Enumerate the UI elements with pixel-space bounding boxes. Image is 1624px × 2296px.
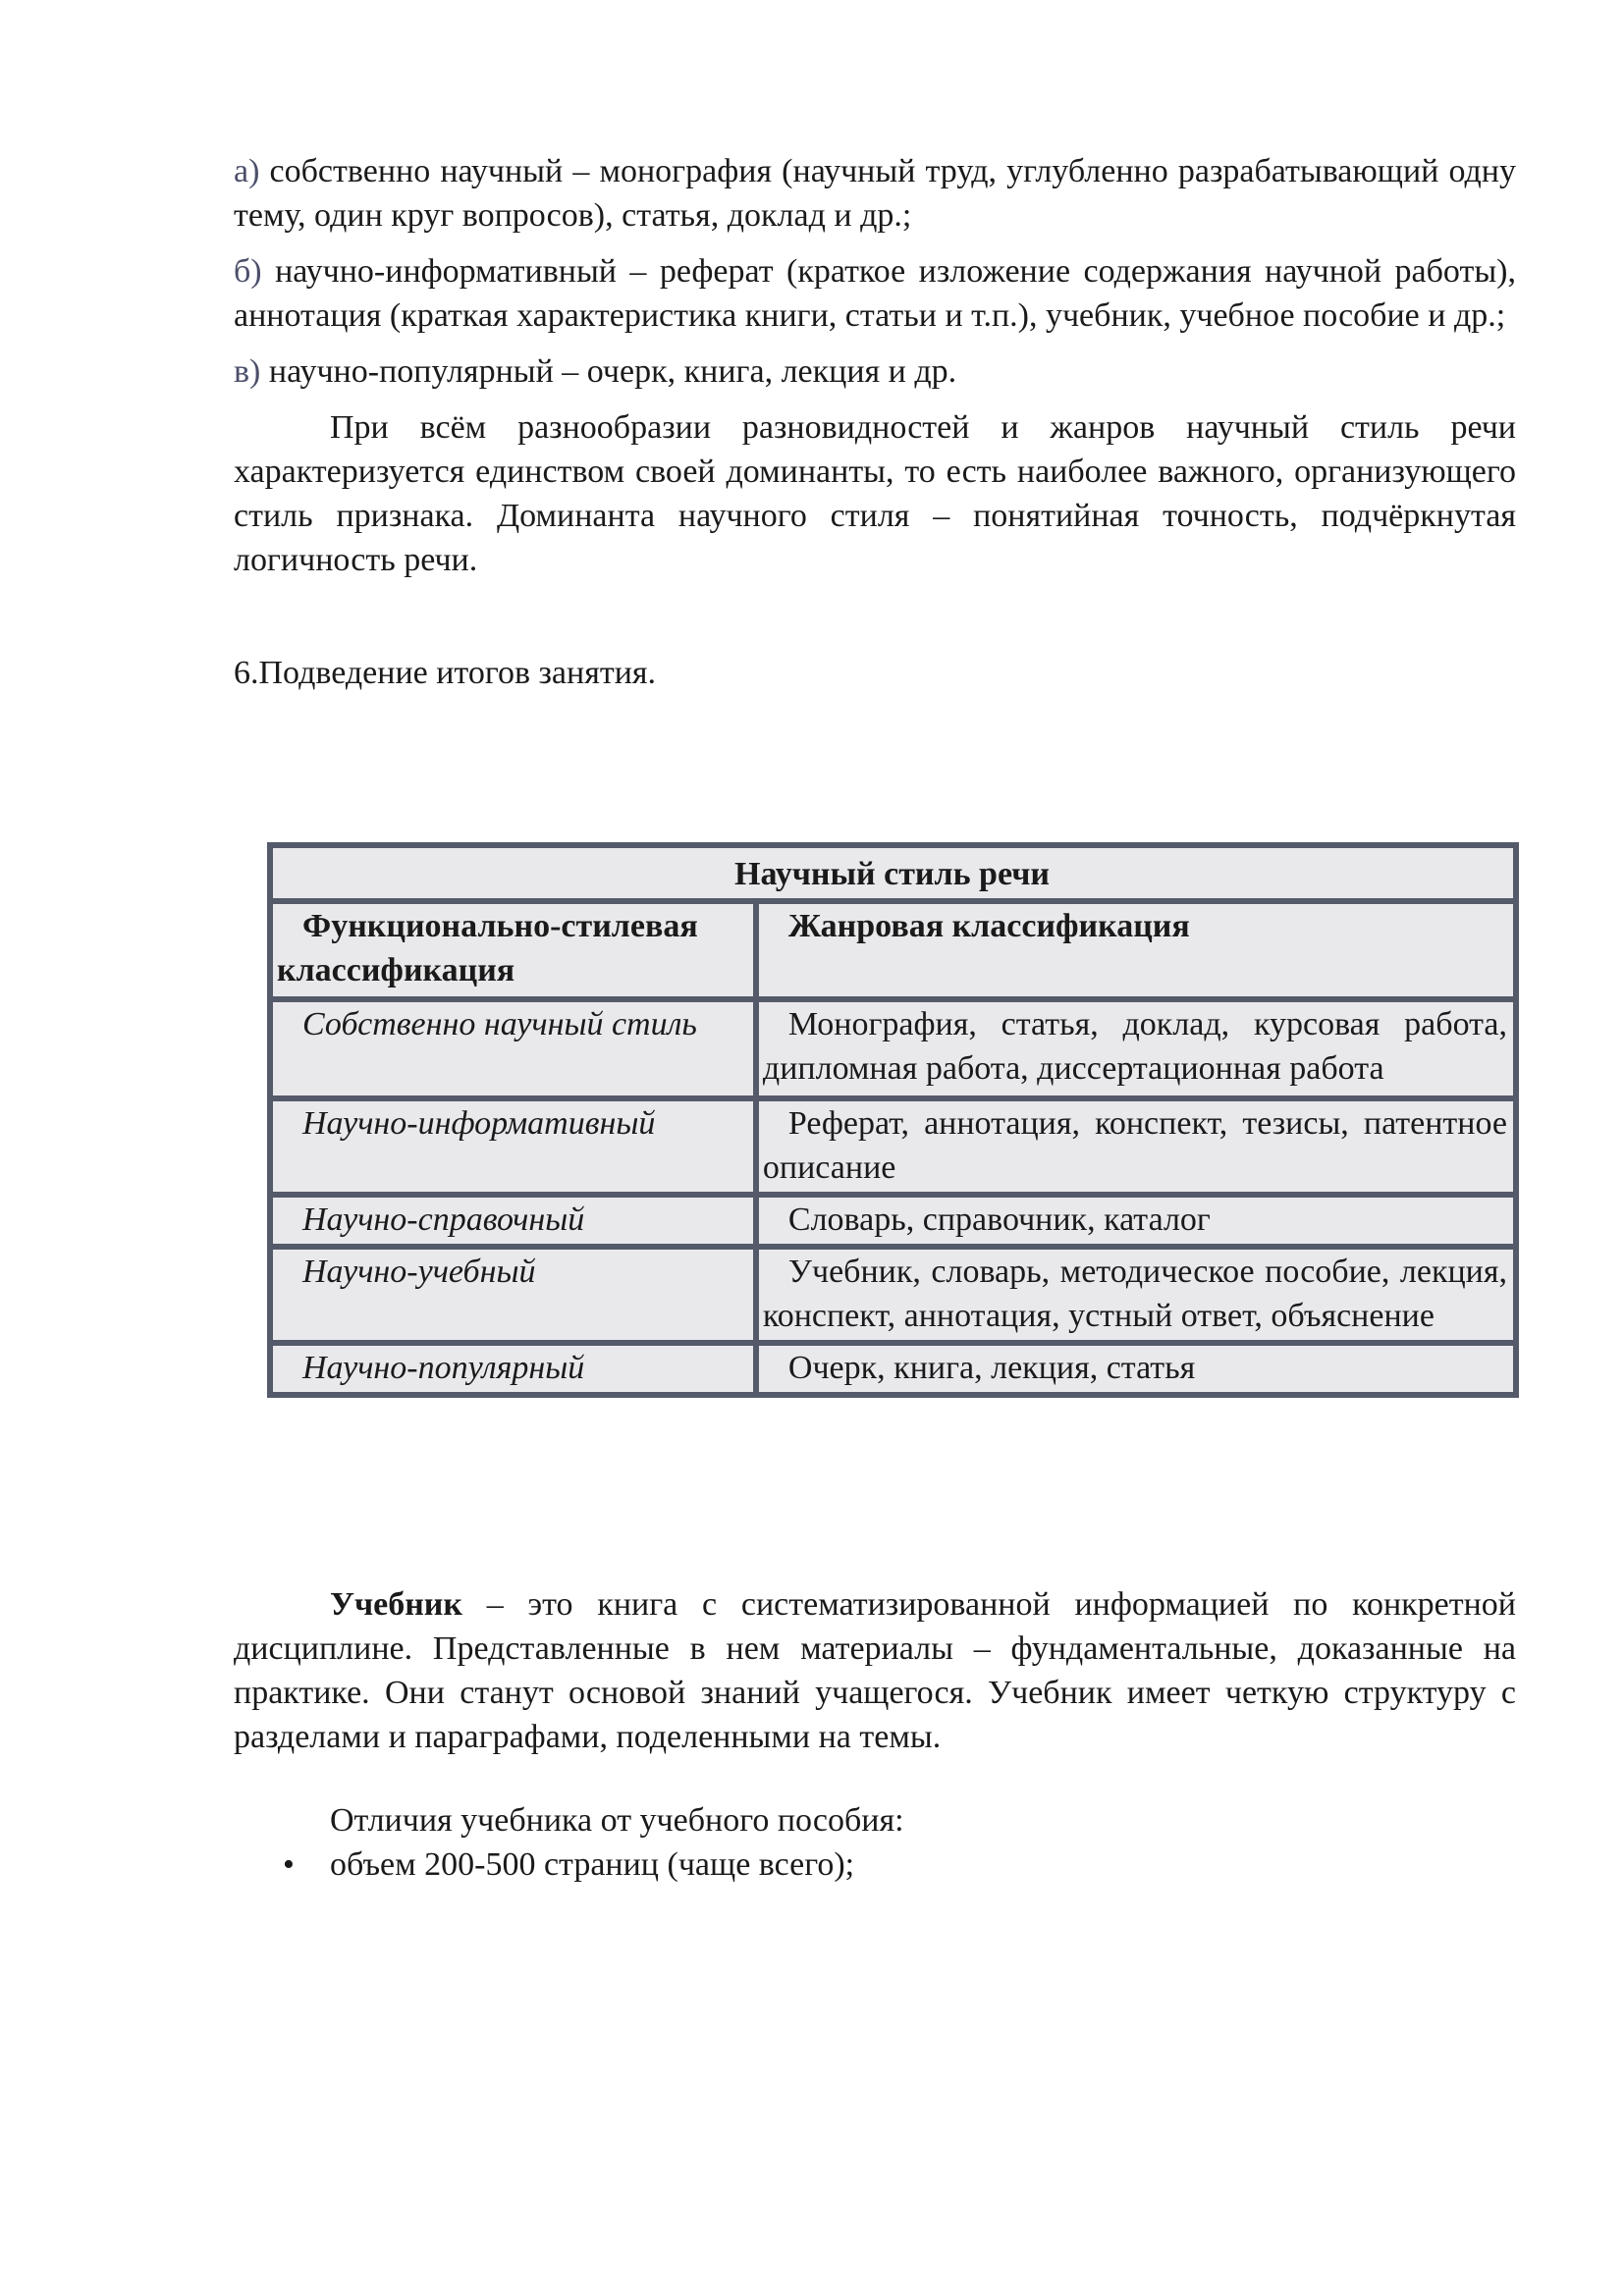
list-text: собственно научный – монография (научный труд, углубленно разрабатывающий одну тему, один круг вопросов), статья, доклад и др.; [234, 153, 1516, 234]
list-item-text: объем 200-500 страниц (чаще всего); [330, 1846, 855, 1883]
header-genre: Жанровая классификация [756, 901, 1516, 999]
table-row [270, 999, 1516, 1098]
textbook-definition: – это книга с систематизированной информацией по конкретной дисциплине. Представленные в нем материалы – фундаментальные, доказанные на практике. Они станут основой знаний учащегося. Учебник имеет четкую структуру с разделами и параграфами, поделенными на темы. [234, 1586, 1516, 1755]
table-cell-style: Собственно научный стиль [270, 999, 756, 1098]
table-row [270, 1247, 1516, 1343]
table-cell-style: Научно-учебный [270, 1247, 756, 1343]
textbook-paragraph [234, 1582, 1516, 1759]
list-text: научно-информативный – реферат (краткое изложение содержания научной работы), аннотация (краткая характеристика книги, статьи и т.п.), учебник, учебное пособие и др.; [234, 253, 1516, 334]
list-item-b [234, 249, 1516, 338]
table-caption-row [270, 845, 1516, 901]
style-table-wrapper [267, 842, 1519, 1398]
table-caption: Научный стиль речи [270, 845, 1516, 901]
differences-title: Отличия учебника от учебного пособия: [330, 1802, 904, 1839]
dominant-paragraph: При всём разнообразии разновидностей и жанров научный стиль речи характеризуется единством своей доминанты, то есть наиболее важного, организующего стиль признака. Доминанта научного стиля – понятийная точность, подчёркнутая логичность речи. [234, 409, 1516, 578]
section-heading: 6.Подведение итогов занятия. [234, 655, 657, 691]
list-text: научно-популярный – очерк, книга, лекция и др. [260, 353, 957, 390]
differences-list [234, 1842, 1516, 1887]
table-cell-genres: Монография, статья, доклад, курсовая работа, дипломная работа, диссертационная работа [756, 999, 1516, 1098]
table-cell-style: Научно-информативный [270, 1098, 756, 1195]
header-functional: Функционально-стилевая классификация [270, 901, 756, 999]
table-cell-style: Научно-популярный [270, 1343, 756, 1395]
list-item [234, 1842, 1516, 1887]
bullet-icon: • [283, 1846, 295, 1883]
table-cell-genres: Учебник, словарь, методическое пособие, лекция, конспект, аннотация, устный ответ, объяснение [756, 1247, 1516, 1343]
table-row [270, 1098, 1516, 1195]
style-classification-table [267, 842, 1519, 1398]
list-marker: в) [234, 353, 261, 390]
list-item-c [234, 349, 1516, 394]
document-page [234, 149, 1516, 1887]
table-header-row [270, 901, 1516, 999]
table-cell-genres: Очерк, книга, лекция, статья [756, 1343, 1516, 1395]
textbook-term: Учебник [330, 1586, 462, 1623]
table-cell-style: Научно-справочный [270, 1195, 756, 1247]
table-cell-genres: Реферат, аннотация, конспект, тезисы, патентное описание [756, 1098, 1516, 1195]
table-row [270, 1195, 1516, 1247]
table-cell-genres: Словарь, справочник, каталог [756, 1195, 1516, 1247]
list-item-a [234, 149, 1516, 238]
list-marker: б) [234, 253, 262, 290]
list-marker: а) [234, 153, 260, 189]
table-row [270, 1343, 1516, 1395]
